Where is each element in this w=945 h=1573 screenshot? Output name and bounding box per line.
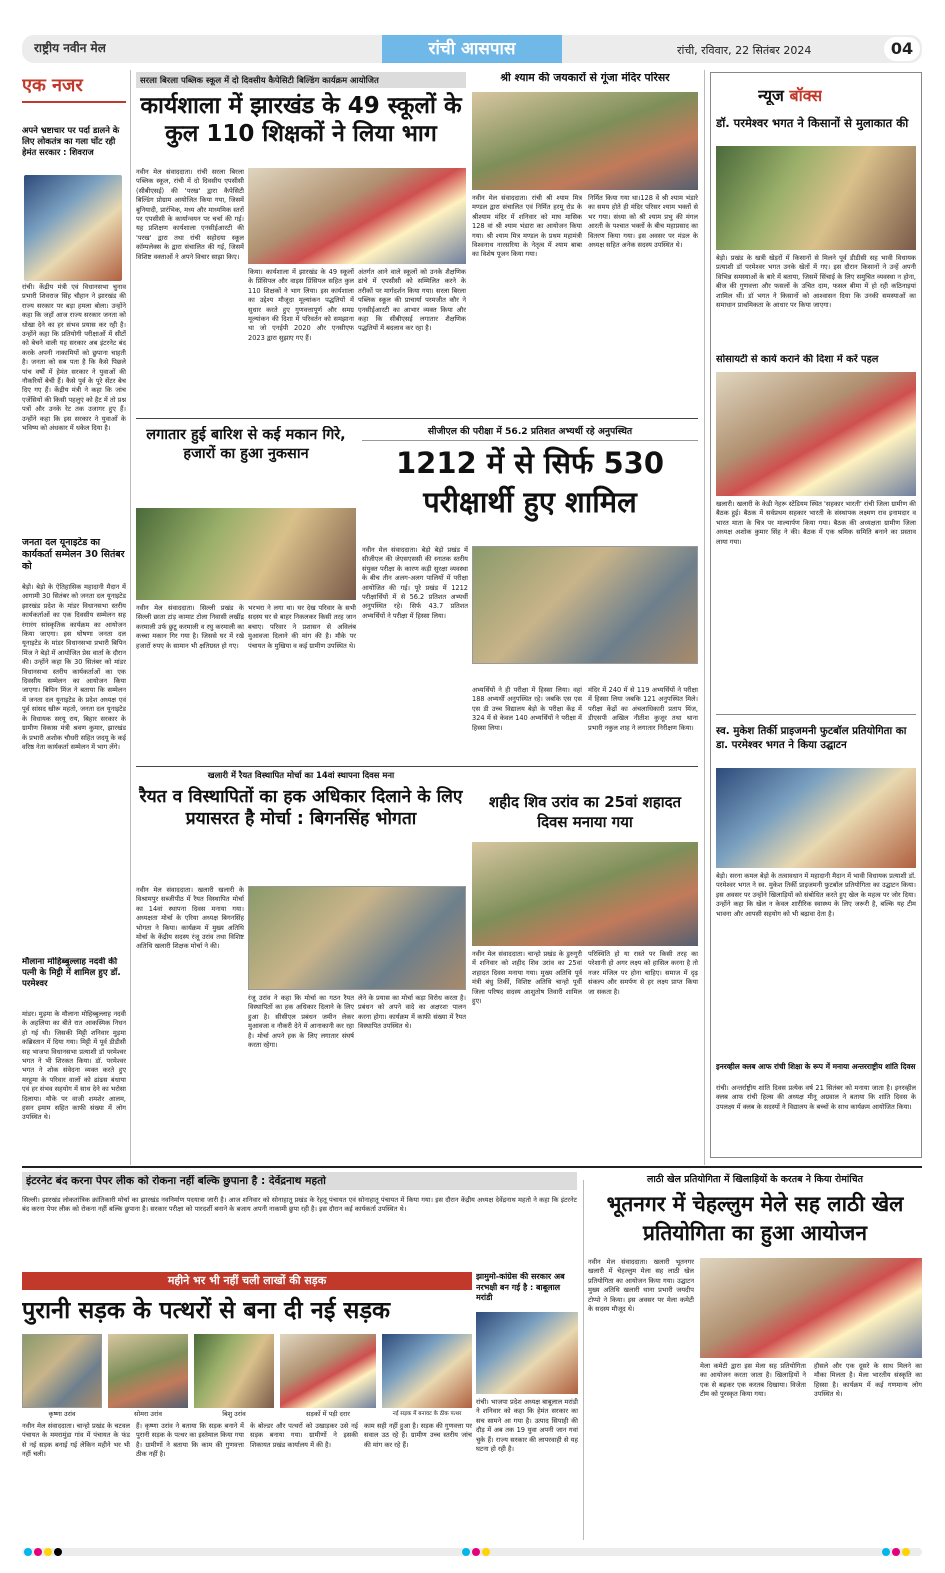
- story-photo: [472, 92, 698, 190]
- ek-nazar-column: [22, 75, 126, 1165]
- masthead: [22, 35, 922, 63]
- story-body: नवीन मेल संवाददाता। चान्हो प्रखंड के डुरुगुरी में शनिवार को शहीद शिव उरांव का 25वां शहादत दिवस मनाया गया। मुख्य अतिथि पूर्व मंत्री बंधु तिर्की, विशिष्ट अतिथि चान्हो पूर्वी जिला परिषद सदस्य आशुतोष तिवारी शामिल हुए।: [472, 950, 582, 1006]
- story-body: नवीन मेल संवाददाता। चान्हो प्रखंड के चटवल पंचायत के ममरामुंडा गांव में पंचायत के फंड से नई सड़क बनाई गई लेकिन महीने भर भी नहीं चली।: [22, 1422, 130, 1459]
- story-shyam-temple: [472, 72, 698, 412]
- column-rule: [704, 70, 705, 1165]
- section-divider: [136, 766, 698, 767]
- story-headline: कार्यशाला में झारखंड के 49 स्कूलों के कुल 110 शिक्षकों ने लिया भाग: [140, 93, 462, 147]
- story-photo: [472, 842, 698, 946]
- masthead-paper-name: राष्ट्रीय नवीन मेल: [34, 41, 106, 55]
- story-kicker: खलारी में रैयत विस्थापित मोर्चा का 14वां स्थापना दिवस मना: [207, 770, 395, 780]
- story-body: किया। कार्यशाला में झारखंड के 49 स्कूलों के प्रिंसिपल और वाइस प्रिंसिपल सहित कुल 110 शिक्षकों ने भाग लिया। इस कार्यशाला का उद्देश्य मौजूदा मूल्यांकन पद्धतियों में सुधार करते हुए गुणवत्तापूर्ण और समग्र मूल्यांकन की दिशा में परिवर्तन को समझाना था जो एनईपी 2020 और एनसीएफ 2023 द्वारा सुझाए गए हैं।: [248, 268, 354, 342]
- story-photo: [136, 508, 356, 600]
- story-displaced-front: [136, 770, 466, 1158]
- story-body: नवीन मेल संवाददाता। खलारी भूतनगर खलारी में चेहल्लुम मेला सह लाठी खेल प्रतियोगिता का आयोजन किया गया। उद्घाटन मुख्य अतिथि खलारी थाना प्रभारी जयदीप टोप्पो ने किया। इस अवसर पर मेला कमेटी के सदस्य मौजूद थे।: [588, 1258, 694, 1314]
- story-headline: रैयत व विस्थापितों का हक अधिकार दिलाने के लिए प्रयासरत है मोर्चा : बिगनसिंह भोगता: [139, 787, 463, 829]
- story-exam-attendance: [362, 422, 698, 762]
- brief-headline: मौलाना मोहिब्बुल्लाह नदवी की पत्नी के मिट्टी में शामिल हुए डॉ. परमेश्वर: [22, 957, 121, 989]
- story-body: रांची। भाजपा प्रदेश अध्यक्ष बाबूलाल मरांडी ने शनिवार को कहा कि हेमंत सरकार का सच सामने आ गया है। उत्पाद सिपाही की दौड़ में अब तक 19 युवा अपनी जान गवां चुके हैं। राज्य सरकार की लापरवाही से यह घटना हो रही है।: [476, 1398, 578, 1454]
- story-body: हैं। कृष्णा उरांव ने बताया कि सड़क बनाने में पुरानी सड़क के पत्थर का इस्तेमाल किया गया है। ग्रामीणों ने बताया कि काम की गुणवत्ता ठीक नहीं है।: [136, 1422, 244, 1459]
- story-body: रंजू उरांव ने कहा कि मोर्चा का गठन रैयत विस्थापितों का हक अधिकार दिलाने के लिए हुआ है। सीसीएल प्रबंधन जमीन लेकर मुआवजा व नौकरी देने में आनाकानी कर रहा है। मोर्चा अपने हक के लिए लगातार संघर्ष करता रहेगा।: [248, 994, 354, 1050]
- box-divider: [716, 714, 916, 715]
- story-photo: [716, 146, 916, 250]
- story-headline: 1212 में से सिर्फ 530 परीक्षार्थी हुए शामिल: [395, 446, 665, 519]
- story-headline: डॉ. परमेश्वर भगत ने किसानों से मुलाकात की: [716, 116, 909, 130]
- registration-dot: [462, 1548, 470, 1556]
- story-photo: [248, 886, 466, 990]
- section-divider: [136, 418, 698, 419]
- story-kicker: सीजीएल की परीक्षा में 56.2 प्रतिशत अभ्यर्थी रहे अनुपस्थित: [427, 426, 633, 437]
- brief-body: मांडर। मुड़मा के मौलाना मोहिब्बुल्लाह नदवी के अहलिया का बीते रात आकस्मिक निधन हो गई थी। जिसकी मिट्टी शनिवार मुड़मा कब्रिस्तान में दिया गया। मिट्टी में पूर्व डीडीसी सह भाजपा विधानसभा प्रत्याशी डॉ परमेश्वर भगत ने भी शिरकत किया। डॉ. परमेश्वर भगत ने शोक संवेदना व्यक्त करते हुए मरहूमा के परिवार वालों को ढांढस बंधाया एवं हर संभव सहयोग में साथ देने का भरोसा दिलाया। मौके पर वाजी शमशेर आलम, हसन इमाम सहित काफी संख्या में लोग उपस्थित थे।: [22, 1010, 126, 1122]
- brief-body: बेड़ो। बेड़ो के ऐतिहासिक महादानी मैदान में आगामी 30 सितंबर को जनता दल यूनाइटेड झारखंड प्रदेश के मांडर विधानसभा स्तरीय कार्यकर्ताओं का एक दिवसीय सम्मेलन सह रंगारंग सांस्कृतिक कार्यक्रम का आयोजन किया जाएगा। इस घोषणा जनता दल यूनाइटेड के मांडर विधानसभा प्रभारी बिपिन मिंज ने बेड़ो में आयोजित प्रेस वार्ता के दौरान की। उन्होंने कहा कि 30 सितंबर को मांडर विधानसभा स्तरीय कार्यकर्ताओं का एक दिवसीय सम्मेलन का आयोजन किया जाएगा। बिपिन मिंज ने बताया कि सम्मेलन में जनता दल यूनाइटेड के प्रदेश अध्यक्ष एवं पूर्व सांसद खीरू महतो, जनता दल यूनाइटेड के विधायक सरयू राय, बिहार सरकार के ग्रामीण विकास मंत्री श्रवण कुमार, झारखंड के प्रभारी अशोक चौधरी सहित जदयू के कई वरिष्ठ नेता कार्यकर्ता सम्मेलन में भाग लेंगे।: [22, 583, 126, 751]
- story-body: अभ्यर्थियों ने ही परीक्षा में हिस्सा लिया। वहां 188 अभ्यर्थी अनुपस्थित रहे। जबकि एस एस एस डी उच्च विद्यालय बेड़ो के परीक्षा केंद्र में 324 में से केवल 140 अभ्यर्थियों ने परीक्षा में हिस्सा लिया।: [472, 686, 582, 732]
- story-photo: [472, 546, 698, 664]
- story-kicker: श्री श्याम की जयकारों से गूंजा मंदिर परिसर: [500, 72, 670, 84]
- story-photo: [716, 768, 916, 868]
- story-workshop: [136, 72, 466, 412]
- registration-bar: [22, 1548, 922, 1556]
- story-body: लेने के प्रयास का मोर्चा कड़ा विरोध करता है। प्रबंधन को अपने वादे का अक्षरशः पालन करना होगा। कार्यक्रम में काफी संख्या में रैयत विस्थापित उपस्थित थे।: [358, 994, 466, 1031]
- story-body: खलारी। खलारी के केडी नेहरू स्टेडियम स्थित 'सहकार भारती' रांची जिला ग्रामीण की बैठक हुई। बैठक में सर्वप्रथम सहकार भारती के संस्थापक लक्ष्मण राव इनामदार व भारत माता के चित्र पर माल्यार्पण किया गया। बैठक की अध्यक्षता ग्रामीण जिला अध्यक्ष अशोक कुमार सिंह ने की। बैठक में एक श्रमिक समिति बनाने का प्रस्ताव लाया गया।: [716, 500, 916, 546]
- story-body: अंतर्गत आने वाले स्कूलों को उनके शैक्षणिक ढांचे में एपसीसी को सम्मिलित करने के तरीकों पर मार्गदर्शन किया गया। सरला बिरला पब्लिक स्कूल की प्राचार्या परमजीत कौर ने एनसीईआरटी का आभार व्यक्त किया और कहा कि सीबीएसई लगातार शैक्षणिक पद्धतियों में बदलाव कर रहा है।: [358, 268, 466, 333]
- story-body: नवीन मेल संवाददाता। खलारी खलारी के विश्रामपुर सब्जीपीठ में रैयत विस्थापित मोर्चा का 14वां स्थापना दिवस मनाया गया। अध्यक्षता मोर्चा के एरिया अध्यक्ष बिगनसिंह भोगता ने किया। कार्यक्रम में मुख्य अतिथि मोर्चा के केंद्रीय सदस्य रंजू उरांव तथा विशिष्ट अतिथि खलारी शिक्षक मोर्चा ने की।: [136, 886, 244, 951]
- story-body: भरभरा ने लगा था। घर देख परिवार के सभी सदस्य घर से बाहर निकलकर किसी तरह जान बचाए। परिवार ने प्रशासन से अविलंब मुआवजा दिलाने की मांग की है। मौके पर पंचायत के मुखिया व कई ग्रामीण उपस्थित थे।: [248, 604, 356, 650]
- story-rain-damage: [136, 422, 356, 762]
- registration-dot: [34, 1548, 42, 1556]
- story-body: बेड़ो। प्रखंड के खत्री खेड़रों में किसानों से मिलने पूर्व डीडीसी सह भावी विधायक प्रत्याशी डॉ परमेश्वर भगत उनके खेतों में गए। इस दौरान किसानों ने उन्हें अपनी विभिन्न समस्याओं के बारे में बताया, जिसमें सिंचाई के लिए समुचित व्यवस्था न होना, बीज की गुणवत्ता और फसलों के उचित दाम, फसल बीमा में हो रही कठिनाइयां शामिल थीं। डॉ भगत ने किसानों को आश्वासन दिया कि उनकी समस्याओं का समाधान प्राथमिकता के आधार पर किया जाएगा।: [716, 254, 916, 310]
- story-headline: शहीद शिव उरांव का 25वां शहादत दिवस मनाया गया: [488, 793, 682, 831]
- story-kicker: सरला बिरला पब्लिक स्कूल में दो दिवसीय कैपेसिटी बिल्डिंग कार्यक्रम आयोजित: [140, 75, 379, 85]
- news-box-label-b: बॉक्स: [789, 86, 823, 105]
- registration-dot: [892, 1548, 900, 1556]
- story-body: नवीन मेल संवाददाता। सिल्ली प्रखंड के सिल्ली छाता टांड़ कामाट टोला निवासी लखींद्र करमाली उर्फ छुटू करमाली व रघु करमाली का कच्चा मकान गिर गया है। जिससे घर में रखे हजारों रुपए के सामान भी क्षतिग्रस्त हो गए।: [136, 604, 244, 650]
- story-headline: भूतनगर में चेहल्लुम मेले सह लाठी खेल प्रतियोगिता का हुआ आयोजन: [606, 1192, 904, 1245]
- page-number: 04: [884, 37, 920, 61]
- road-photo: [382, 1334, 472, 1408]
- column-rule: [130, 70, 131, 1165]
- section-label-rule: [22, 101, 126, 103]
- kicker-rule: [362, 440, 698, 441]
- story-kicker: लाठी खेल प्रतियोगिता में खिलाड़ियों के करतब ने किया रोमांचित: [647, 1174, 863, 1185]
- registration-dot: [44, 1548, 52, 1556]
- story-body: मंदिर में 240 में से 119 अभ्यर्थियों ने परीक्षा में हिस्सा लिया जबकि 121 अनुपस्थित मिले। परीक्षा केंद्रों का अंचलाधिकारी प्रताप मिंज, डीएसपी अखिल नीतीश कुजूर तथा थाना प्रभारी नकुल शाह ने लगातार निरीक्षण किया।: [588, 686, 698, 732]
- story-martyr-day: [472, 770, 698, 1158]
- story-headline: सोसायटी से कार्य कराने की दिशा में करें पहल: [716, 354, 879, 365]
- person-photo: [108, 1334, 188, 1408]
- story-marandi-statement: [476, 1272, 578, 1542]
- masthead-date: रांची, रविवार, 22 सितंबर 2024: [677, 44, 812, 57]
- news-box-column: [710, 72, 922, 1162]
- story-body: नवीन मेल संवाददाता। रांची सरला बिरला पब्लिक स्कूल, रांची में दो दिवसीय एपसीसी (सीबीएसई) की 'परख' द्वारा कैपेसिटी बिल्डिंग प्रोग्राम आयोजित किया गया, जिसमें बुनियादी, प्रारंभिक, मध्य और माध्यमिक स्तरों पर एपसीसी के कार्यान्वयन पर चर्चा की गई। यह प्रशिक्षण कार्यशाला एनसीईआरटी की 'परख' द्वारा तथा रांची सहोदया स्कूल कॉम्पलेक्स के द्वारा संचालित की गई, जिसमें विशिष्ट वक्ताओं ने अपने विचार साझा किए।: [136, 168, 244, 261]
- story-body: काम सही नहीं हुआ है। सड़क की गुणवत्ता पर सवाल उठ रहे हैं। ग्रामीण उच्च स्तरीय जांच की मांग कर रहे हैं।: [364, 1422, 472, 1449]
- story-body: के बोल्डर और पत्थरों को उखाड़कर उसे नई सड़क बनाया गया। ग्रामीणों ने इसकी शिकायत प्रखंड कार्यालय में की है।: [250, 1422, 358, 1449]
- brief-headline: जनता दल यूनाइटेड का कार्यकर्ता सम्मेलन 30 सितंबर को: [22, 537, 125, 572]
- news-box-label: [758, 86, 822, 105]
- road-photo: [280, 1334, 376, 1408]
- section-divider: [22, 1166, 922, 1168]
- registration-dot: [882, 1548, 890, 1556]
- registration-dot: [24, 1548, 32, 1556]
- story-kicker: महीने भर भी नहीं चली लाखों की सड़क: [167, 1274, 327, 1287]
- story-photo: [700, 1258, 922, 1358]
- registration-dot: [482, 1548, 490, 1556]
- brief-headline: अपने भ्रष्टाचार पर पर्दा डालने के लिए लोकतंत्र का गला घोंट रही हेमंत सरकार : शिवराज: [22, 125, 120, 157]
- story-body: हौसले और एक दूसरे के साथ मिलने का मौका मिलता है। मेला भारतीय संस्कृति का हिस्सा है। कार्यक्रम में कई गणमान्य लोग उपस्थित थे।: [814, 1362, 922, 1399]
- story-body: रांची। अन्तर्राष्ट्रीय शांति दिवस प्रत्येक वर्ष 21 सितंबर को मनाया जाता है। इनरव्हील क्लब आफ रांची हिल्स की अध्यक्ष मीनू अग्रवाल ने बताया कि शांति दिवस के उपलक्ष्य में क्लब के सदस्यों ने विद्यालय के बच्चों के साथ कार्यक्रम आयोजित किया।: [716, 1084, 916, 1111]
- story-body: मेला कमेटी द्वारा इस मेला सह प्रतियोगिता का आयोजन करता जाता है। खिलाड़ियों ने एक से बढ़कर एक करतब दिखाया। विजेता टीम को पुरस्कृत किया गया।: [700, 1362, 806, 1399]
- story-body: सिल्ली। झारखंड लोकतांत्रिक क्रांतिकारी मोर्चा का झारखंड नवनिर्माण पदयात्रा जारी है। आज शनिवार को सोनाहातू प्रखंड के रेहतू पंचायत एवं सोनाहातू पंचायत में किया गया। इस दौरान केंद्रीय अध्यक्ष देवेंद्रनाथ महतो ने कहा कि इंटरनेट बंद करना पेपर लीक को रोकना नहीं बल्कि छुपाना है। सरकार परीक्षा को पारदर्शी बनाने के बजाय अपनी नाकामी छुपा रही है। इस दौरान कई कार्यकर्ता उपस्थित थे।: [22, 1196, 577, 1214]
- story-headline: झामुमो-कांग्रेस की सरकार अब नरभक्षी बन गई है : बाबूलाल मरांडी: [476, 1272, 565, 1302]
- masthead-section: रांची आसपास: [382, 35, 562, 63]
- story-headline: इंटरनेट बंद करना पेपर लीक को रोकना नहीं बल्कि छुपाना है : देवेंद्रनाथ महतो: [26, 1175, 326, 1187]
- portrait-photo: [24, 175, 122, 281]
- photo-caption: बिशु उरांव: [222, 1410, 246, 1418]
- story-photo: [716, 372, 916, 496]
- portrait-photo: [476, 1312, 578, 1394]
- person-photo: [194, 1334, 274, 1408]
- brief-body: रांची। केंद्रीय मंत्री एवं विधानसभा चुनाव प्रभारी शिवराज सिंह चौहान ने झारखंड की राज्य सरकार पर बड़ा हमला बोला। उन्होंने कहा कि जहाँ आज राज्य सरकार जनता को धोखा देने का हर संभव प्रयास कर रही है। उन्होंने कहा कि प्रतियोगी परीक्षाओं में सीटों को बेचने वाली यह सरकार अब इंटरनेट बंद करके अपनी नाकामियों को छुपाना चाहती है। जनता को सब पता है कि कैसे पिछले पांच वर्षों में हेमंत सरकार ने युवाओं की नौकरियों बेची हैं। कैसे पुर्व के पूरे सेंटर बेच दिए गए हैं। केंद्रीय मंत्री ने कहा कि जांच एजेंसियों की किसी पहलुएं को हैट में तो प्रश्न पत्रों और उनके रेट तक उजागर हुए हैं। उन्होंने कहा कि इस सरकार ने युवाओं के भविष्य को अंधकार में धकेल दिया है।: [22, 283, 126, 433]
- story-body: बेड़ो। सरना कमल बेड़ो के तत्वावधान में महादानी मैदान में भावी विधायक प्रत्याशी डॉ. परमेश्वर भगत ने स्व. मुकेश तिर्की प्राइजमनी फुटबॉल प्रतियोगिता का उद्घाटन किया। इस अवसर पर उन्होंने खिलाड़ियों को संबोधित करते हुए खेल के महत्व पर जोर दिया। उन्होंने कहा कि खेल न केवल शारीरिक स्वास्थ्य के लिए जरूरी है, बल्कि यह टीम भावना और आपसी सहयोग को भी बढ़ावा देता है।: [716, 872, 916, 918]
- story-headline: स्व. मुकेश तिर्की प्राइजमनी फुटबॉल प्रतियोगिता का डा. परमेश्वर भगत ने किया उद्घाटन: [716, 725, 907, 751]
- registration-dot: [472, 1548, 480, 1556]
- story-lathi-competition: [588, 1172, 922, 1542]
- story-body: निर्मित किया गया था।128 वें श्री श्याम भंडारे का समय होते ही मंदिर परिसर श्याम भक्तों से भर गया। संध्या को श्री श्याम प्रभु की मंगल आरती के पश्चात भक्तों के बीच महाप्रसाद का वितरण किया गया। इस अवसर पर मंडल के अध्यक्ष सहित अनेक सदस्य उपस्थित थे।: [588, 194, 698, 250]
- story-headline: इनरव्हील क्लब आफ रांची शिक्षा के रूप में मनाया अन्तरराष्ट्रीय शांति दिवस: [716, 1062, 916, 1071]
- story-road-quality: [22, 1272, 472, 1542]
- photo-caption: कृष्णा उरांव: [48, 1410, 76, 1418]
- story-body: परिस्थिति हो या रास्ते पर किसी तरह का परेशानी हो अगर लक्ष्य को हासिल करना है तो नजर मंजिल पर होना चाहिए। समाज में दृढ़ संकल्प और समर्पण से हर लक्ष्य प्राप्त किया जा सकता है।: [588, 950, 698, 996]
- section-label: एक नजर: [22, 75, 83, 96]
- story-headline: लगातार हुई बारिश से कई मकान गिरे, हजारों का हुआ नुकसान: [146, 427, 346, 462]
- photo-caption: सोमरा उरांव: [134, 1410, 162, 1418]
- story-headline: पुरानी सड़क के पत्थरों से बना दी नई सड़क: [22, 1296, 391, 1324]
- column-rule: [583, 1180, 584, 1540]
- photo-caption: सड़कों में पड़ी दरार: [306, 1410, 350, 1418]
- registration-dot: [902, 1548, 910, 1556]
- story-photo: [248, 168, 466, 264]
- news-box-label-a: न्यूज: [758, 86, 784, 105]
- story-body: नवीन मेल संवाददाता। रांची श्री श्याम मित्र मण्डल द्वारा संचालित एवं निर्मित हरमू रोड के श्रीश्याम मंदिर में शनिवार को माघ मासिक 128 वां श्री श्याम भंडारा का आयोजन किया गया। श्री श्याम मित्र मण्डल के प्रथम महामंत्री विश्वनाथ नारसरिया के नेतृत्व में श्याम बाबा का विशेष पूजन किया गया।: [472, 194, 582, 259]
- registration-dot: [54, 1548, 62, 1556]
- story-body: नवीन मेल संवाददाता। बेड़ो बेड़ो प्रखंड में सीजीएल की जेएसएससी की स्नातक स्तरीय संयुक्त परीक्षा के कारण कड़ी सुरक्षा व्यवस्था के बीच तीन अलग-अलग पालियों में परीक्षा आयोजित की गई। पूरे प्रखंड में 1212 परीक्षार्थियों में से 56.2 प्रतिशत अभ्यर्थी अनुपस्थित रहे। सिर्फ 43.7 प्रतिशत अभ्यर्थियों ने परीक्षा में हिस्सा लिया।: [362, 546, 468, 620]
- story-internet-shutdown: [22, 1172, 577, 1270]
- person-photo: [22, 1334, 102, 1408]
- photo-caption: नई सड़क में बनावट के ठीक पत्थर: [392, 1411, 462, 1417]
